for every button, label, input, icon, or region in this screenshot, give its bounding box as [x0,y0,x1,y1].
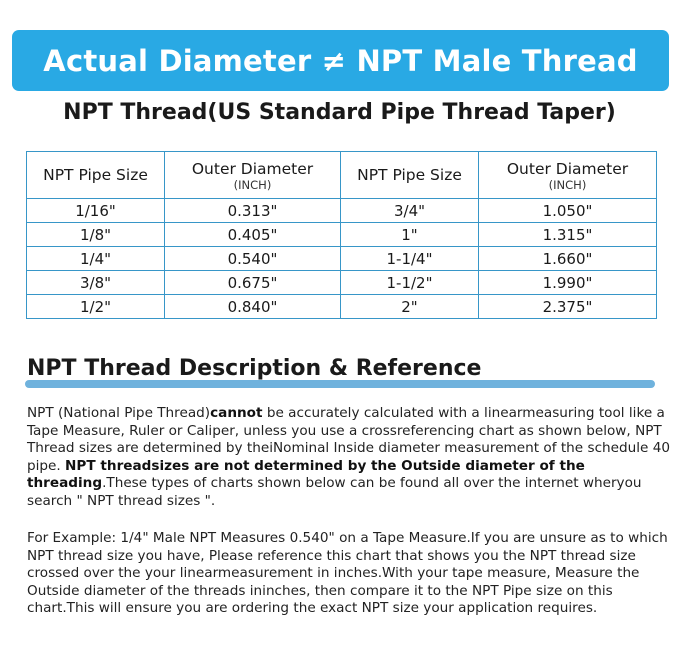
npt-size-table [26,151,656,319]
table-cell: 2.375" [479,295,657,319]
table-cell: 1.990" [479,271,657,295]
table-header-row [27,152,657,199]
table-cell: 1/8" [27,223,165,247]
table-row [27,295,657,319]
table-row [27,199,657,223]
emphasis-not-outside-diameter: NPT threadsizes are not determined by the Outside diameter of the threading [27,457,585,491]
table-subtitle: NPT Thread(US Standard Pipe Thread Taper) [63,100,616,125]
header-unit: (INCH) [548,177,587,192]
npt-table [26,151,657,319]
table-cell: 2" [341,295,479,319]
title-banner [12,30,669,91]
section-underline [25,380,655,388]
table-cell: 0.840" [165,295,341,319]
table-cell: 1" [341,223,479,247]
table-cell: 3/8" [27,271,165,295]
section-title: NPT Thread Description & Reference [27,356,482,381]
table-cell: 3/4" [341,199,479,223]
table-cell: 1.315" [479,223,657,247]
header-npt-pipe-size-1: NPT Pipe Size [27,152,165,199]
table-cell: 1.660" [479,247,657,271]
description-paragraph: NPT (National Pipe Thread)cannot be accurately calculated with a linearmeasuring tool like a Tape Measure, Ruler or Caliper, unless you use a crossreferencing chart as shown below, NPT Thread sizes are determined by theiNominal Inside diameter measurement of the schedule 40 pipe. NPT threadsizes are not determined by the Outside diameter of the threading.These types of charts shown below can be found all over the internet wheryou search " NPT thread sizes ". [27,405,671,509]
emphasis-cannot: cannot [210,405,263,421]
table-cell: 1.050" [479,199,657,223]
header-outer-diameter-1: Outer Diameter (INCH) [165,152,341,199]
table-cell: 0.675" [165,271,341,295]
table-cell: 1-1/4" [341,247,479,271]
header-outer-diameter-2: Outer Diameter (INCH) [479,152,657,199]
header-unit: (INCH) [233,177,272,192]
header-npt-pipe-size-2: NPT Pipe Size [341,152,479,199]
table-cell: 1/16" [27,199,165,223]
table-cell: 0.540" [165,247,341,271]
table-cell: 1-1/2" [341,271,479,295]
table-cell: 1/2" [27,295,165,319]
example-paragraph: For Example: 1/4" Male NPT Measures 0.540" on a Tape Measure.If you are unsure as to which NPT thread size you have, Please reference this chart that shows you the NPT thread size crossed over the your linearmeasurement in inches.With your tape measure, Measure the Outside diameter of the threads ininches, then compare it to the NPT Pipe size on this chart.This will ensure you are ordering the exact NPT size your application requires. [27,530,668,616]
table-cell: 0.313" [165,199,341,223]
table-row [27,271,657,295]
table-row [27,223,657,247]
table-row [27,247,657,271]
table-cell: 0.405" [165,223,341,247]
banner-title: Actual Diameter ≠ NPT Male Thread [43,43,638,78]
table-cell: 1/4" [27,247,165,271]
